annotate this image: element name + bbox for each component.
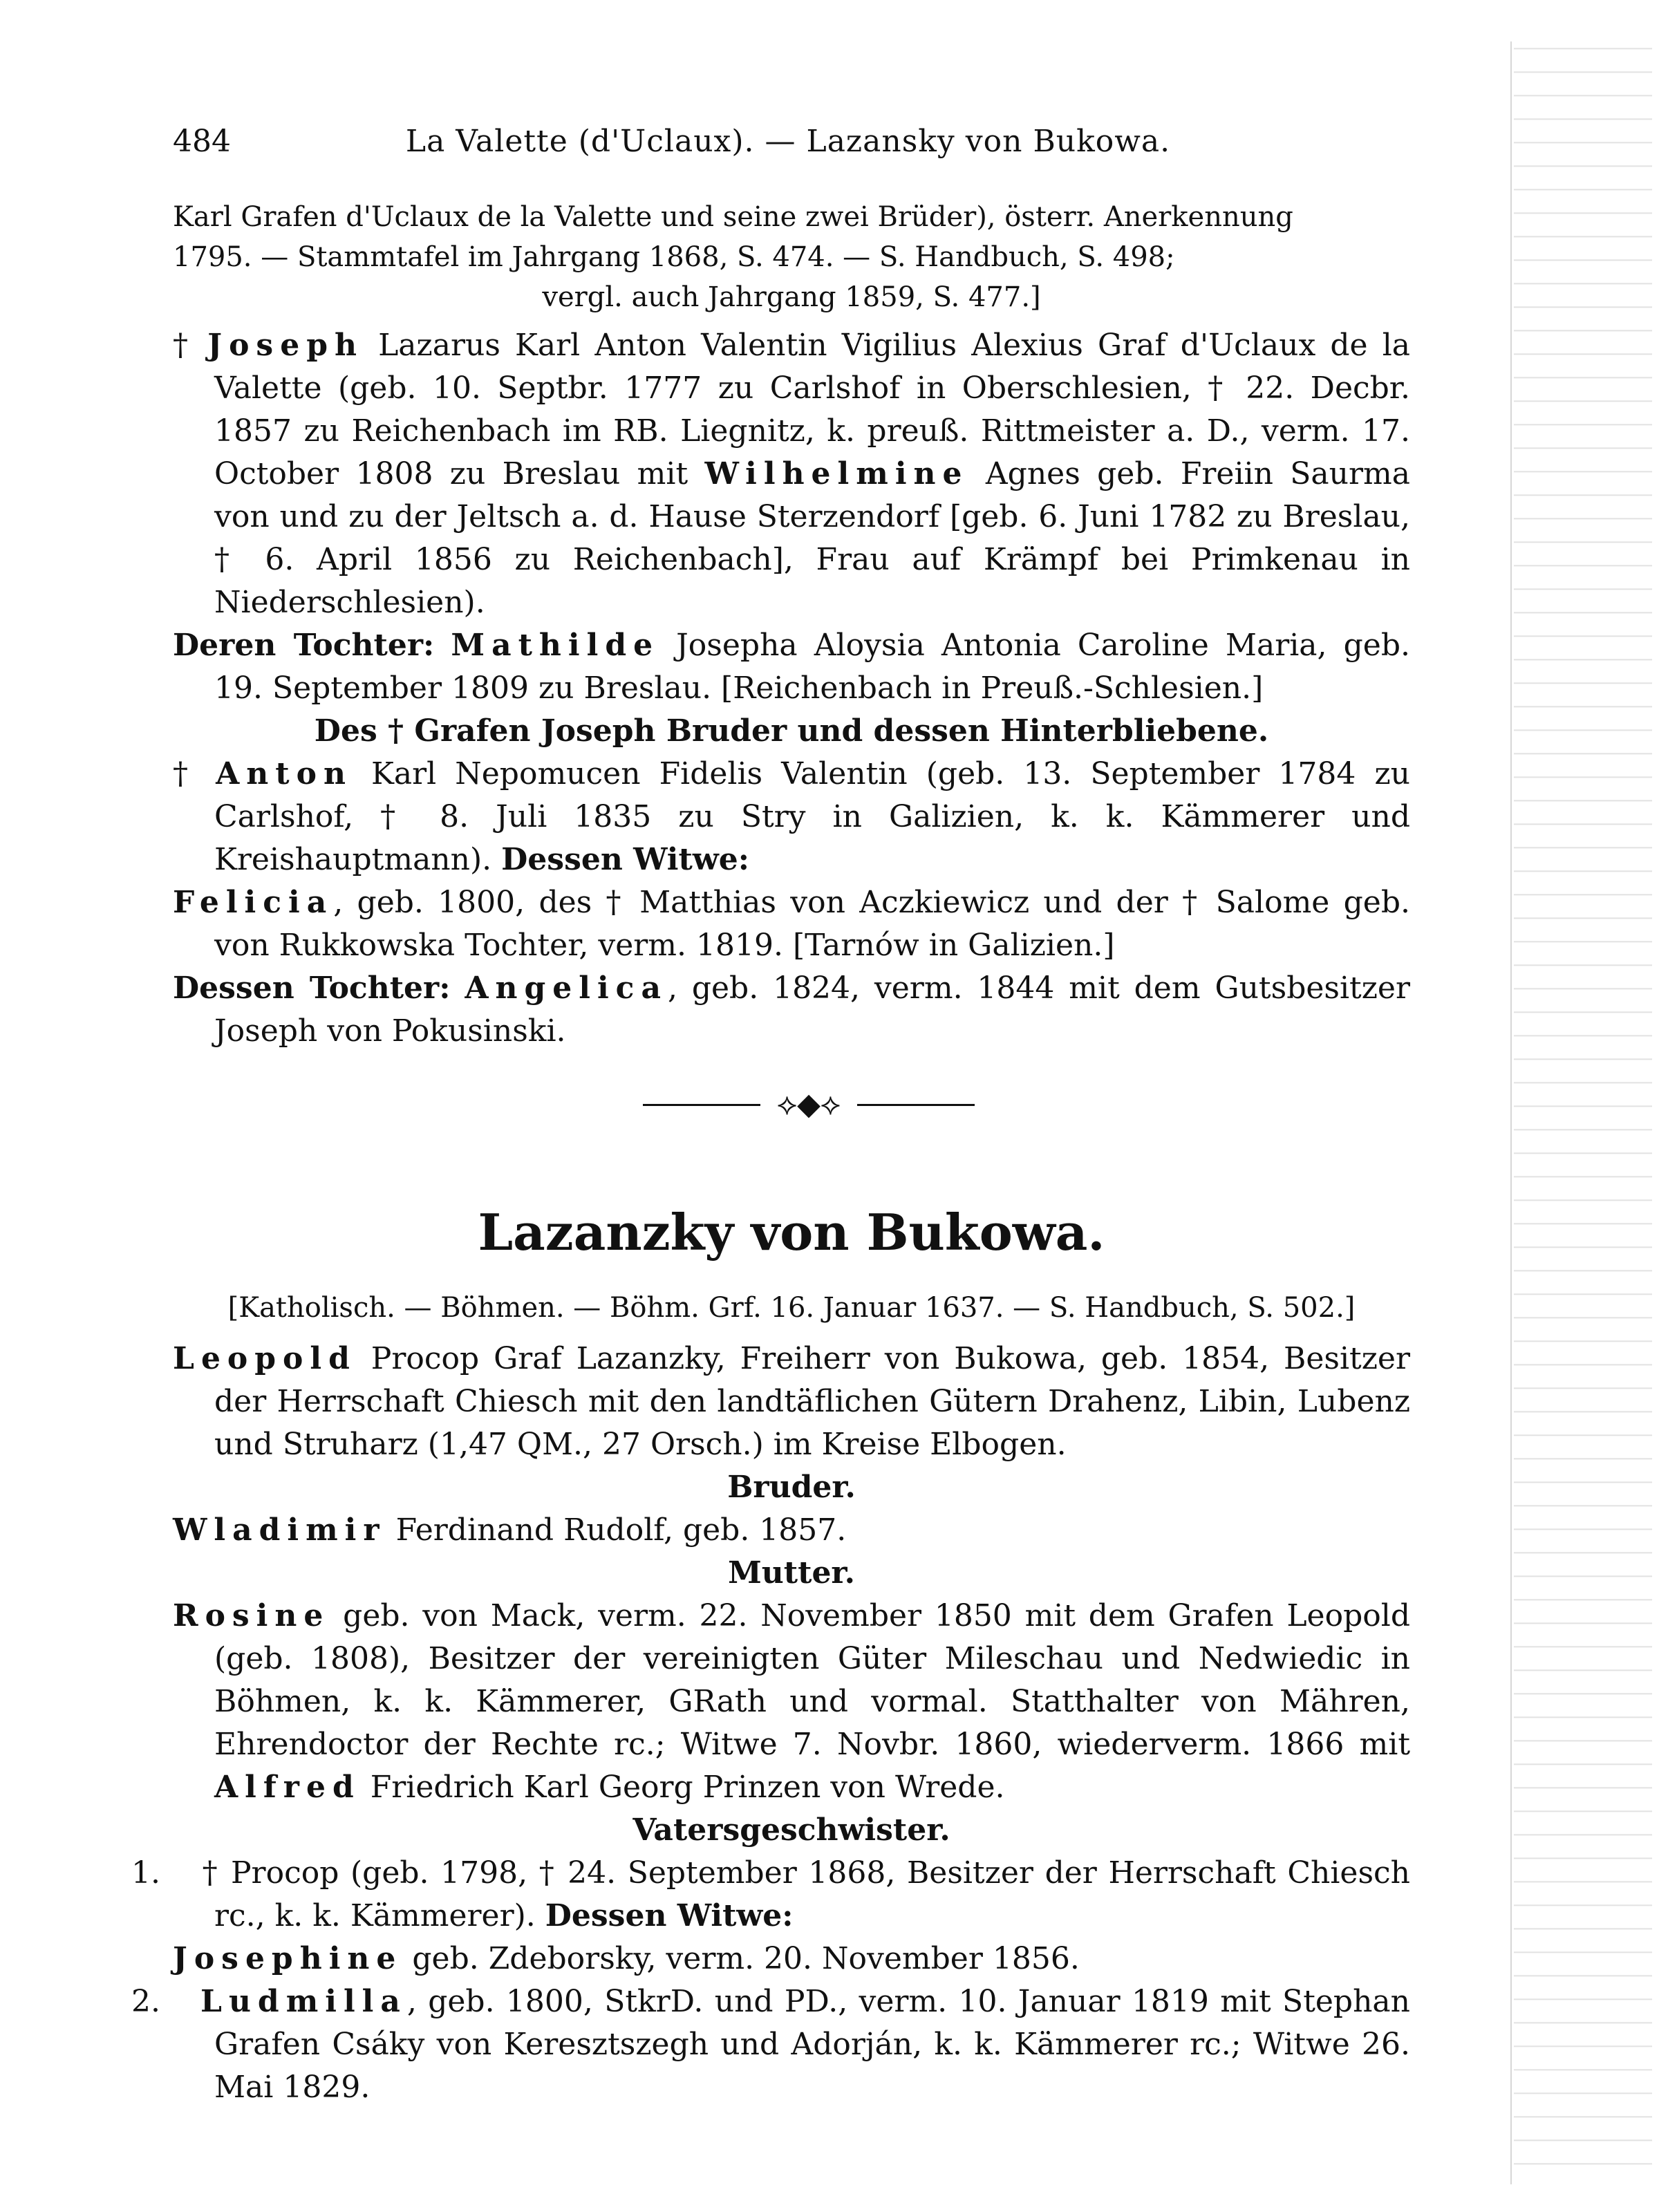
page-number: 484 [173,124,231,159]
entry-felicia [173,881,1410,967]
entry-name: Josephine [173,1941,403,1976]
entry-anton [173,753,1410,881]
entry-procop [131,1852,1410,1938]
entry-name: Mathilde [451,628,660,663]
entry-text: Ferdinand Rudolf, geb. 1857. [395,1512,847,1548]
entry-anton-daughter [173,967,1410,1053]
entry-name: Anton [216,756,353,791]
relation-label: Dessen Tochter: [173,971,451,1006]
entry-text: Josepha Aloysia Antonia Caroline Maria, geb. 19. September 1809 zu Breslau. [Reichenbach in Preuß.-Schlesien.] [214,628,1410,706]
entry-text: Lazarus Karl Anton Valentin Vigilius Alexius Graf d'Uclaux de la Valette (geb. 10. Septbr. 1777 zu Carlshof in Oberschlesien, † 22. Decbr. 1857 zu Reichenbach im RB. Liegnitz, k. preuß. Rittmeister a. D., verm. 17. October 1808 zu Breslau mit [214,328,1410,491]
entry-text: geb. von Mack, verm. 22. November 1850 mit dem Grafen Leopold (geb. 1808), Besitzer der vereinigten Güter Mileschau und Nedwiedic in Böhmen, k. k. Kämmerer, GRath und vormal. Statthalter von Mähren, Ehrendoctor der Rechte rc.; Witwe 7. Novbr. 1860, wiederverm. 1866 mit [214,1598,1410,1762]
relation-label: Deren Tochter: [173,628,435,663]
list-number: 2. [131,1984,160,2019]
divider-rule-right [857,1104,975,1106]
running-head: La Valette (d'Uclaux). — Lazansky von Bukowa. [405,124,1171,159]
entry-name: Leopold [173,1341,357,1376]
intro-note-line-1: Karl Grafen d'Uclaux de la Valette und seine zwei Brüder), österr. Anerkennung [173,201,1293,233]
section-note: [Katholisch. — Böhmen. — Böhm. Grf. 16. Januar 1637. — S. Handbuch, S. 502.] [227,1292,1356,1324]
entry-text: Procop Graf Lazanzky, Freiherr von Bukowa, geb. 1854, Besitzer der Herrschaft Chiesch mit den landtäflichen Gütern Drahenz, Libin, Lubenz und Struharz (1,47 QM., 27 Orsch.) im Kreise Elbogen. [214,1341,1410,1462]
dagger-mark: † [173,328,194,363]
subheading-bruder: Bruder. [727,1470,856,1505]
entry-joseph-daughter [173,624,1410,710]
dagger-mark: † [173,756,198,791]
entry-josephine [173,1938,1410,1980]
section-title: Lazanzky von Bukowa. [478,1203,1105,1262]
entry-text: Karl Nepomucen Fidelis Valentin (geb. 13. September 1784 zu Carlshof, † 8. Juli 1835 zu Stry in Galizien, k. k. Kämmerer und Kreishauptmann). [214,756,1410,877]
page-header [173,118,1403,166]
entry-text: , geb. 1800, des † Matthias von Aczkiewicz und der † Salome geb. von Rukkowska Tochter, verm. 1819. [Tarnów in Galizien.] [214,885,1410,963]
entry-name: Joseph [207,328,364,363]
brother-heading: Des † Grafen Joseph Bruder und dessen Hinterbliebene. [314,713,1269,749]
entry-leopold [173,1338,1410,1466]
entry-text: , geb. 1824, verm. 1844 mit dem Gutsbesitzer Joseph von Pokusinski. [214,971,1410,1049]
spouse-text: Agnes geb. Freiin Saurma von und zu der Jeltsch a. d. Hause Sterzendorf [geb. 6. Juni 1782 zu Breslau, † 6. April 1856 zu Reichenbach], Frau auf Krämpf bei Primkenau in Niederschlesien). [214,456,1410,620]
entry-name: Ludmilla [200,1984,407,2019]
relation-label: Dessen Witwe: [545,1898,794,1933]
entry-name: Felicia [173,885,334,920]
entry-text: geb. Zdeborsky, verm. 20. November 1856. [412,1941,1080,1976]
intro-note-line-3: vergl. auch Jahrgang 1859, S. 477.] [542,281,1041,313]
divider-rule-left [643,1104,760,1106]
subheading-vatersgeschwister: Vatersgeschwister. [632,1812,950,1848]
entry-text: † Procop (geb. 1798, † 24. September 1868, Besitzer der Herrschaft Chiesch rc., k. k. Kämmerer). [200,1855,1410,1933]
facing-page-bleed [1514,41,1652,2184]
entry-name: Angelica [465,971,668,1006]
entry-name: Wladimir [173,1512,386,1548]
entry-name: Rosine [173,1598,330,1633]
entry-rosine [173,1595,1410,1809]
entry-wladimir [173,1509,1410,1552]
spouse-name: Alfred [214,1770,361,1805]
relation-label: Dessen Witwe: [501,842,749,877]
intro-note-line-2: 1795. — Stammtafel im Jahrgang 1868, S. 474. — S. Handbuch, S. 498; [173,241,1175,273]
divider-ornament-icon: ⟡◆⟡ [776,1087,841,1122]
page-content [131,197,1410,2109]
spouse-name: Wilhelmine [704,456,969,491]
subheading-mutter: Mutter. [728,1555,855,1591]
section-divider [173,1080,1410,1129]
entry-ludmilla [131,1980,1410,2109]
spouse-text: Friedrich Karl Georg Prinzen von Wrede. [370,1770,1005,1805]
intro-note [173,197,1410,317]
list-number: 1. [131,1855,160,1891]
entry-joseph [173,324,1410,624]
entry-text: , geb. 1800, StkrD. und PD., verm. 10. Januar 1819 mit Stephan Grafen Csáky von Keresztszegh und Adorján, k. k. Kämmerer rc.; Witwe 26. Mai 1829. [214,1984,1410,2105]
page-gutter-edge [1510,41,1512,2184]
